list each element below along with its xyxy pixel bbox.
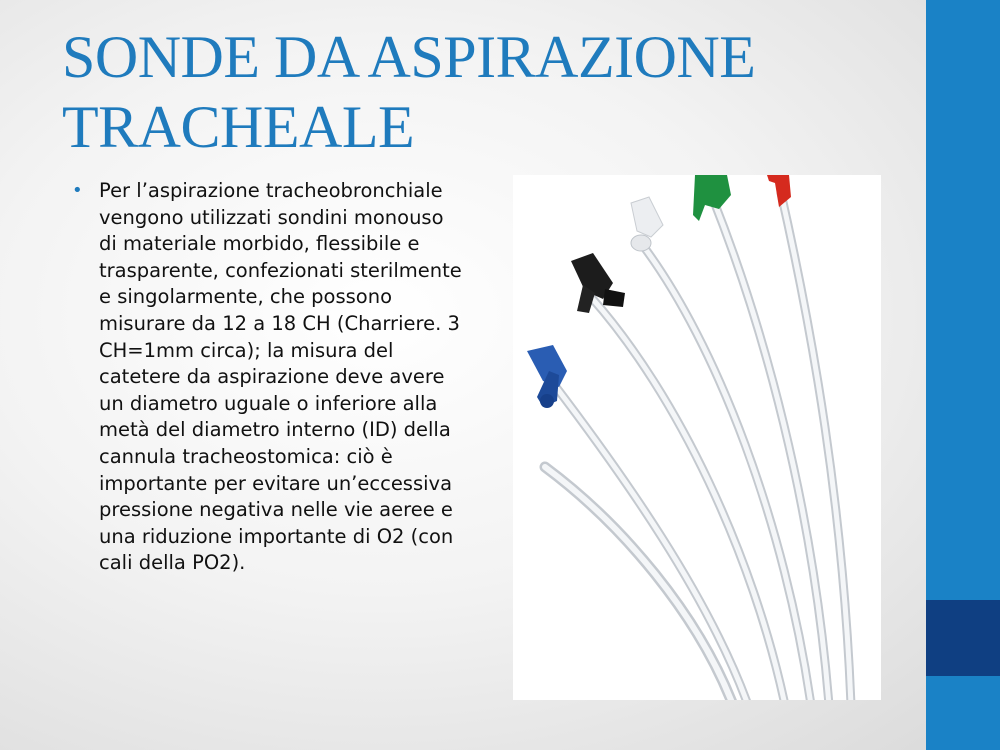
slide-title — [62, 22, 882, 162]
green-connector — [693, 175, 731, 221]
white-connector — [631, 197, 663, 251]
catheters-illustration — [513, 175, 881, 700]
tube-black — [591, 297, 785, 700]
title-line-2: TRACHEALE — [62, 94, 415, 160]
suction-catheters-photo — [513, 175, 881, 700]
bullet-text: Per l’aspirazione tracheobronchiale vengono utilizzati sondini monouso di materiale morbido, flessibile e trasparente, confezionati sterilmente e singolarmente, che possono misurare da 12 a 18 CH (Charriere. 3 CH=1mm circa); la misura del catetere da aspirazione deve avere un diametro uguale o inferiore alla metà del diametro interno (ID) della cannula tracheostomica: ciò è importante per evitare un’eccessiva pressione negativa nelle vie aeree e una riduzione importante di O2 (con cali della PO2). — [99, 179, 462, 575]
title-line-1: SONDE DA ASPIRAZIONE — [62, 24, 756, 90]
tube-blue — [553, 383, 748, 700]
accent-block — [926, 600, 1000, 676]
bullet-marker: • — [72, 180, 83, 201]
tube-white — [641, 243, 811, 700]
tube-green — [713, 199, 829, 700]
bullet-item — [72, 178, 464, 577]
bullet-list — [72, 178, 464, 577]
